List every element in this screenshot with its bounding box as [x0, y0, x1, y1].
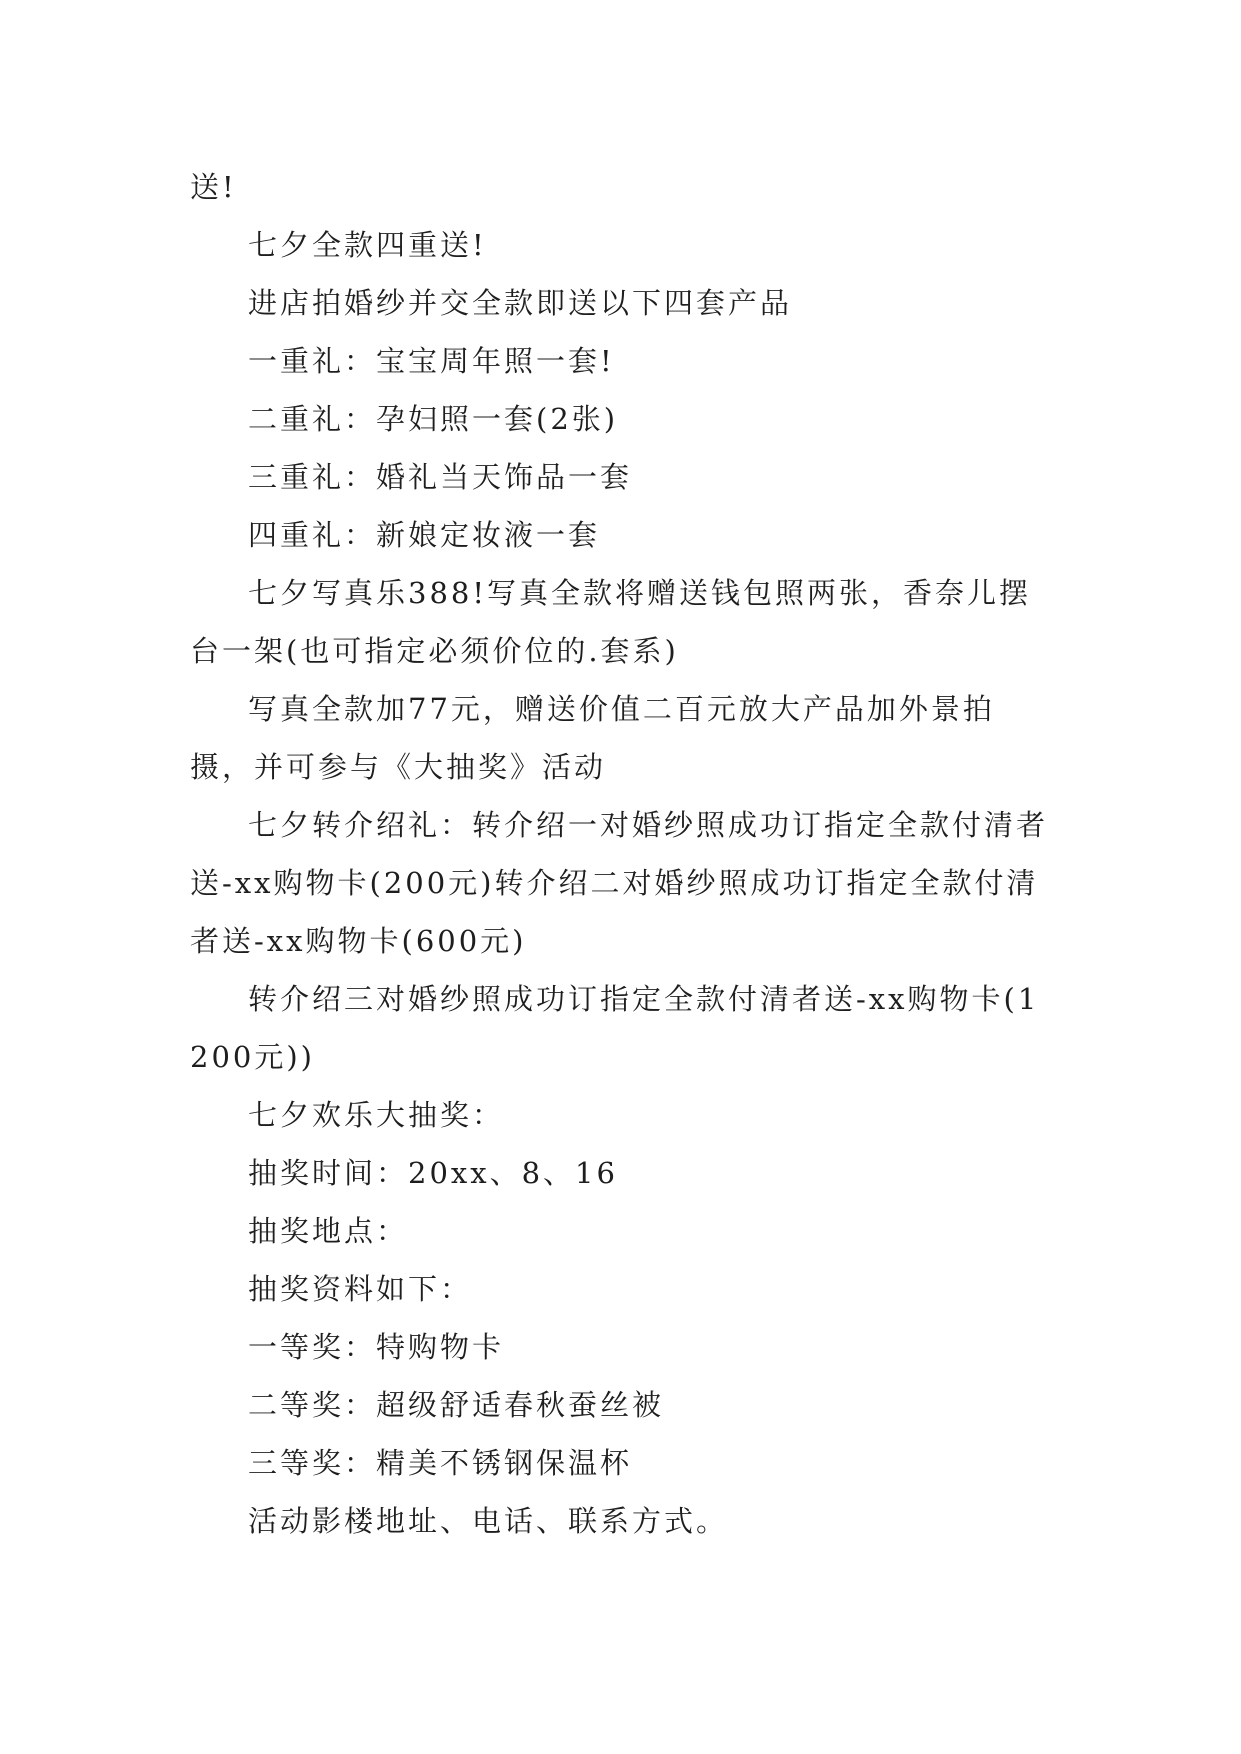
- paragraph-heading-qixi-full-payment: 七夕全款四重送!: [248, 228, 487, 262]
- paragraph-gift-two: 二重礼：孕妇照一套(2张): [248, 402, 619, 436]
- paragraph-gift-four: 四重礼：新娘定妆液一套: [248, 518, 601, 552]
- paragraph-gift-one: 一重礼：宝宝周年照一套!: [248, 344, 615, 378]
- paragraph-continuation: 送!: [190, 170, 237, 204]
- paragraph-lottery-details: 抽奖资料如下：: [248, 1272, 473, 1306]
- paragraph-gift-three: 三重礼：婚礼当天饰品一套: [248, 460, 633, 494]
- paragraph-portrait-addon: 写真全款加77元，赠送价值二百元放大产品加外景拍摄，并可参与《大抽奖》活动: [190, 692, 995, 784]
- paragraph-referral-gift: 七夕转介绍礼：转介绍一对婚纱照成功订指定全款付清者送-xx购物卡(200元)转介绍二对婚纱照成功订指定全款付清者送-xx购物卡(600元): [190, 808, 1049, 958]
- paragraph-intro-gifts: 进店拍婚纱并交全款即送以下四套产品: [248, 286, 793, 320]
- paragraph-lottery-time: 抽奖时间：20xx、8、16: [248, 1156, 618, 1190]
- paragraph-portrait-offer: 七夕写真乐388!写真全款将赠送钱包照两张，香奈儿摆台一架(也可指定必须价位的.套系): [190, 576, 1032, 668]
- paragraph-contact-info: 活动影楼地址、电话、联系方式。: [248, 1504, 729, 1538]
- document-body: [190, 158, 1052, 1550]
- paragraph-second-prize: 二等奖：超级舒适春秋蚕丝被: [248, 1388, 665, 1422]
- paragraph-lottery-heading: 七夕欢乐大抽奖：: [248, 1098, 505, 1132]
- paragraph-first-prize: 一等奖：特购物卡: [248, 1330, 505, 1364]
- paragraph-lottery-place: 抽奖地点：: [248, 1214, 409, 1248]
- paragraph-third-prize: 三等奖：精美不锈钢保温杯: [248, 1446, 633, 1480]
- paragraph-referral-three: 转介绍三对婚纱照成功订指定全款付清者送-xx购物卡(1200元)): [190, 982, 1040, 1074]
